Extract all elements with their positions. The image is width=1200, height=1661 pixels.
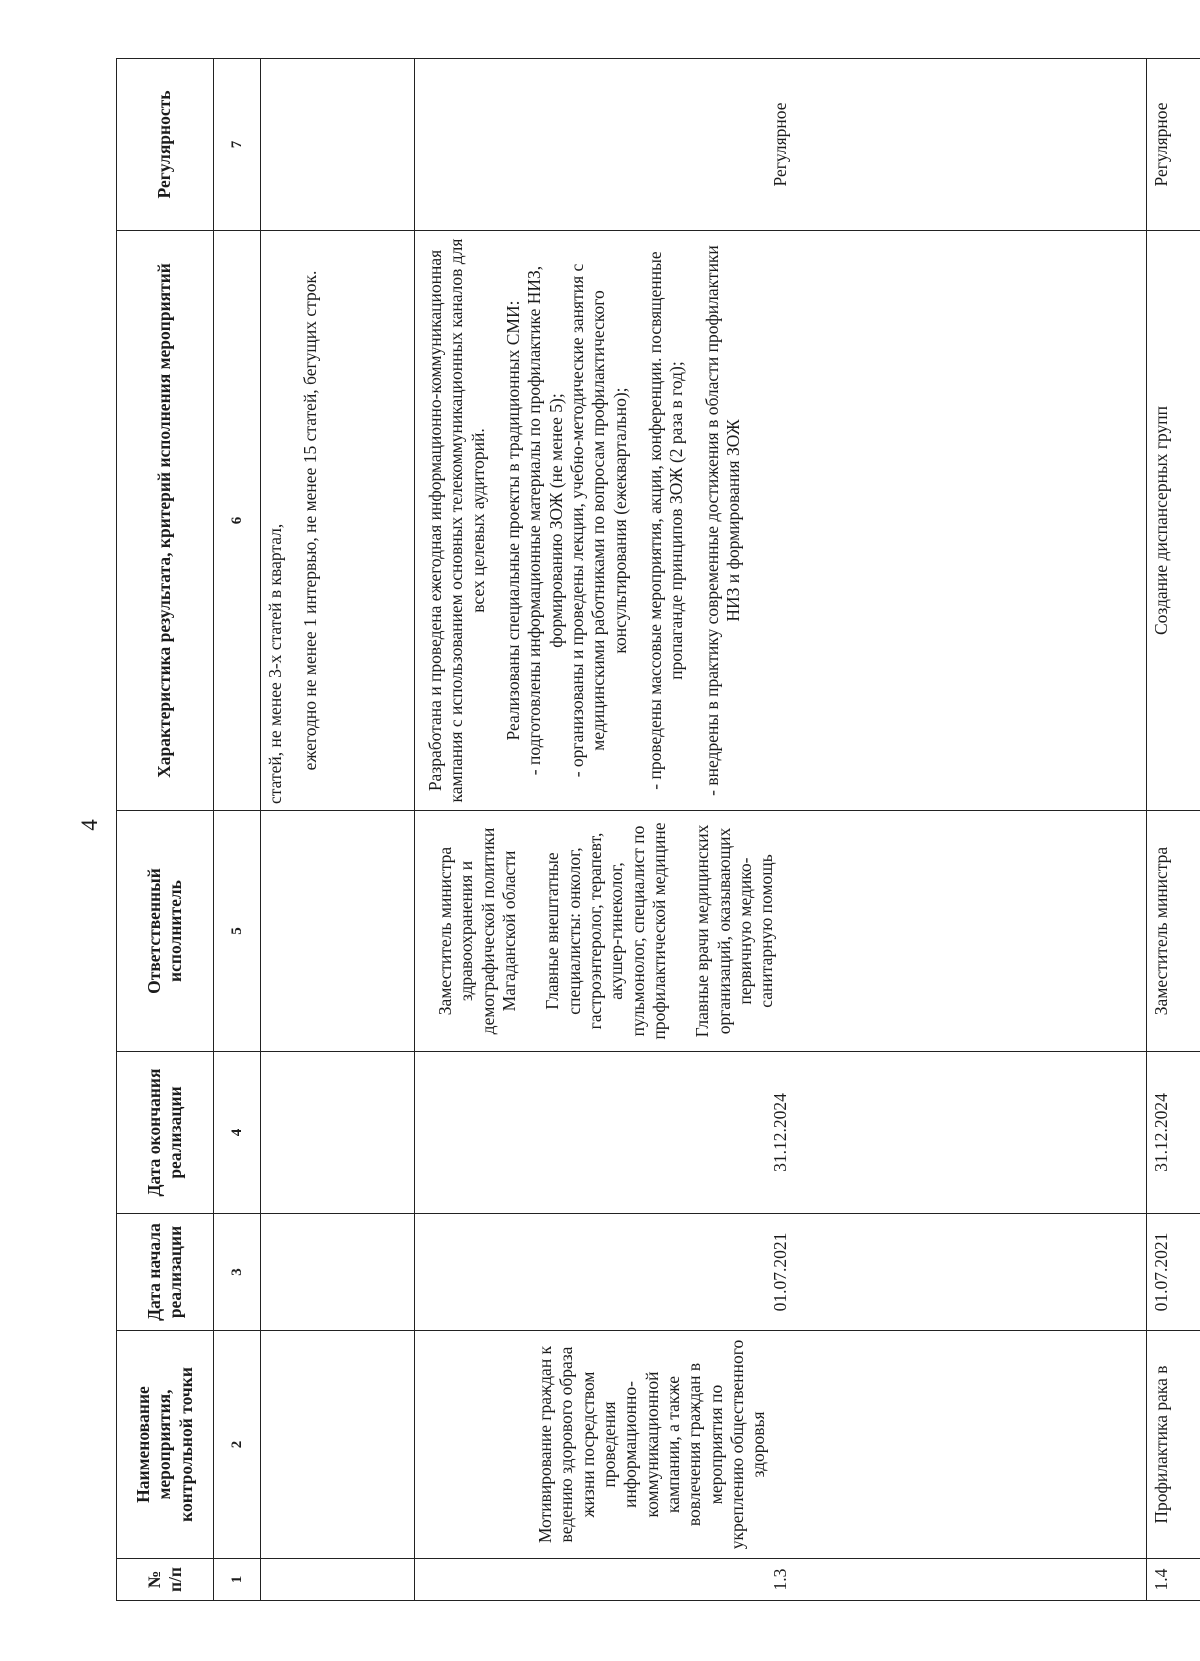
result-text: ежегодно не менее 1 интервью, не менее 15 статей, бегущих строк.: [300, 270, 321, 771]
responsible-text: Главные врачи медицинских организаций, оказывающих первичную медико-санитарную помощь: [692, 824, 777, 1038]
result-text: - организованы и проведены лекции, учебно-методические занятия с медицинскими работниками по вопросам профилактического консультирования (ежеквартально);: [567, 263, 630, 778]
measures-table: [116, 58, 1200, 1601]
column-number: 7: [214, 59, 261, 231]
result-text: Реализованы специальные проекты в традиционных СМИ:: [503, 300, 524, 741]
continuation-row: [261, 59, 415, 1601]
row-number: 1.4: [1147, 1559, 1200, 1601]
header-number: № п/п: [117, 1559, 214, 1601]
table-row-1-3: [415, 59, 1147, 1601]
result-text: - внедрены в практику современные достижения в области профилактики НИЗ и формирования ЗОЖ: [701, 245, 744, 796]
row-number: 1.3: [415, 1559, 1147, 1601]
result-text: - проведены массовые мероприятия, акции, конференции. посвященные пропаганде принципов ЗОЖ (2 раза в год);: [645, 251, 687, 790]
continuation-result-cell: [261, 231, 415, 811]
result-text: статей, не менее 3-х статей в квартал,: [265, 523, 285, 804]
end-date: 31.12.2024: [1147, 1052, 1200, 1214]
end-date: 31.12.2024: [415, 1052, 1147, 1214]
result-text: - подготовлены информационные материалы по профилактике НИЗ, формированию ЗОЖ (не менее 5);: [524, 265, 566, 776]
column-number: 2: [214, 1331, 261, 1559]
column-numbers-row: [214, 59, 261, 1601]
header-regularity: Регулярность: [117, 59, 214, 231]
column-number: 4: [214, 1052, 261, 1214]
header-responsible: Ответственный исполнитель: [117, 811, 214, 1052]
column-number: 1: [214, 1559, 261, 1601]
start-date: 01.07.2021: [415, 1214, 1147, 1331]
regularity: Регулярное: [1147, 59, 1200, 231]
measure-name: Профилактика рака в: [1147, 1331, 1200, 1559]
page-number: 4: [76, 819, 102, 831]
header-result: Характеристика результата, критерий исполнения мероприятий: [117, 231, 214, 811]
header-end-date: Дата окончания реализации: [117, 1052, 214, 1214]
column-number: 3: [214, 1214, 261, 1331]
table-row-1-4: [1147, 59, 1200, 1601]
result-text: Разработана и проведена ежегодная информационно-коммуникационная кампания с использованием основных телекоммуникационных каналов для всех целевых аудиторий.: [425, 238, 488, 803]
document-table-rotated: [116, 59, 1171, 1601]
result-cell: [415, 231, 1147, 811]
start-date: 01.07.2021: [1147, 1214, 1200, 1331]
responsible-text: Заместитель министра: [1147, 811, 1200, 1052]
measure-name: Мотивирование граждан к ведению здорового образа жизни посредством проведения информационно-коммуникационной кампании, а также вовлечения граждан в мероприятия по укреплению общественного здоровья: [415, 1331, 1147, 1559]
column-number: 5: [214, 811, 261, 1052]
responsible-text: Заместитель министра здравоохранения и демографической политики Магаданской области: [435, 827, 520, 1035]
header-start-date: Дата начала реализации: [117, 1214, 214, 1331]
regularity: Регулярное: [415, 59, 1147, 231]
column-number: 6: [214, 231, 261, 811]
result-text: Создание диспансерных групп: [1147, 231, 1200, 811]
table-header-row: [117, 59, 214, 1601]
responsible-cell: [415, 811, 1147, 1052]
responsible-text: Главные внештатные специалисты: онколог, гастроэнтеролог, терапевт, акушер-гинеколог, пульмонолог, специалист по профилактической медицине: [542, 822, 670, 1040]
header-name: Наименование мероприятия, контрольной точки: [117, 1331, 214, 1559]
